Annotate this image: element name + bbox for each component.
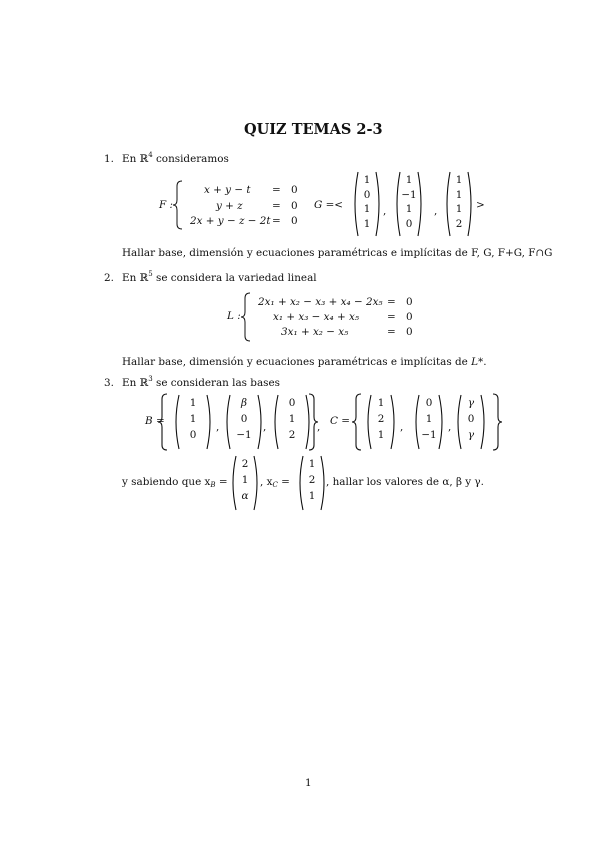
- G-vector-3-entry-4: 2: [455, 217, 463, 230]
- q3-sub-C: C: [272, 481, 278, 489]
- C-vector-3-entry-3: γ: [467, 429, 475, 441]
- C-vector-3-entry-1: γ: [467, 397, 475, 409]
- q1-number: 1.: [104, 153, 114, 165]
- q2-task-text: Hallar base, dimensión y ecuaciones paramétricas e implícitas de: [122, 356, 472, 368]
- B-vector-1-entry-1: 1: [189, 397, 197, 409]
- xB-vector: [230, 455, 260, 511]
- B-sep: ,: [317, 421, 321, 433]
- C-vector-3-entry-2: 0: [467, 413, 475, 425]
- G-label: G =<: [314, 199, 344, 211]
- G-vector-3-entry-3: 1: [455, 203, 463, 215]
- xC-vector: [297, 455, 327, 511]
- G-vector-2-entry-4: 0: [405, 217, 413, 230]
- B-vector-2: [224, 394, 267, 450]
- xC-vector-entry-3: 1: [308, 490, 316, 502]
- B-vector-2-entry-3: −1: [236, 429, 252, 441]
- F-label: F :: [159, 199, 174, 211]
- G-vector-3: [444, 171, 474, 237]
- G-vector-1-entry-1: 1: [363, 174, 371, 186]
- G-close: >: [476, 199, 485, 211]
- q3-number: 3.: [104, 377, 114, 389]
- G-vector-1: [352, 171, 382, 237]
- L-row-1-rhs: 0: [406, 296, 413, 308]
- C-vector-2-entry-1: 0: [425, 397, 433, 409]
- G-comma-2: ,: [434, 205, 438, 217]
- q1-task-text: Hallar base, dimensión y ecuaciones paramétricas e implícitas de F, G, F+G, F∩G: [122, 247, 553, 259]
- q2-intro: [122, 272, 317, 284]
- B-vector-3: [272, 394, 312, 450]
- G-vector-3-entry-2: 1: [455, 188, 463, 201]
- q3-text-eq: =: [215, 476, 228, 488]
- B-vector-2-entry-1: β: [240, 397, 247, 409]
- C-comma-2: ,: [448, 421, 452, 433]
- F-row-2-lhs: y + z: [216, 200, 243, 212]
- B-label: B =: [145, 415, 165, 427]
- q1-intro: [122, 153, 229, 165]
- G-vector-3-entry-1: 1: [455, 174, 463, 186]
- G-vector-2-entry-1: 1: [405, 174, 413, 186]
- C-vector-1: [365, 394, 397, 450]
- L-row-1-lhs: 2x₁ + x₂ − x₃ + x₄ − 2x₅: [258, 296, 383, 308]
- xB-vector-entry-3: α: [241, 490, 249, 502]
- C-left-brace: [352, 393, 362, 451]
- B-comma-1: ,: [216, 421, 220, 433]
- B-vector-3-entry-2: 1: [288, 413, 296, 425]
- C-right-brace: [492, 393, 502, 451]
- q3-dim: 3: [148, 375, 153, 383]
- C-vector-1-entry-2: 2: [377, 413, 385, 425]
- xC-vector-entry-2: 2: [308, 474, 316, 486]
- q1-task: [122, 247, 552, 259]
- L-row-3-eq: =: [387, 326, 396, 338]
- C-vector-1-entry-1: 1: [377, 397, 385, 409]
- q3-intro: [122, 377, 280, 389]
- L-row-3-rhs: 0: [406, 326, 413, 338]
- q1-intro-post: consideramos: [152, 153, 229, 165]
- G-vector-2-entry-2: −1: [401, 188, 417, 201]
- G-vector-1-entry-3: 1: [363, 203, 371, 215]
- G-comma-1: ,: [383, 205, 387, 217]
- C-vector-3: [455, 394, 487, 450]
- q2-dim: 5: [148, 270, 153, 278]
- q3-text-2: , x: [260, 476, 273, 488]
- L-row-2-lhs: x₁ + x₃ − x₄ + x₅: [273, 311, 360, 323]
- G-vector-1-entry-2: 0: [363, 188, 371, 201]
- q2-intro-post: se considera la variedad lineal: [152, 272, 317, 284]
- G-vector-2: [394, 171, 424, 237]
- L-row-2-eq: =: [387, 311, 396, 323]
- G-vector-2-entry-3: 1: [405, 203, 413, 215]
- xB-vector-entry-1: 2: [241, 458, 249, 470]
- L-label: L :: [227, 310, 241, 322]
- q3-intro-post: se consideran las bases: [152, 377, 280, 389]
- q2-task-math: L*: [471, 356, 484, 368]
- B-right-brace: [308, 393, 321, 451]
- B-vector-3-entry-3: 2: [288, 429, 296, 441]
- q3-task-mid: [260, 476, 290, 488]
- C-label: C =: [330, 415, 350, 427]
- q3-task: [122, 476, 228, 488]
- L-brace: [240, 292, 252, 342]
- q3-text-1: y sabiendo que x: [122, 476, 211, 488]
- F-row-1-eq: =: [272, 184, 281, 196]
- F-row-3-lhs: 2x + y − z − 2t: [190, 215, 271, 227]
- xC-vector-entry-1: 1: [308, 458, 316, 470]
- q3-text-eq-2: =: [277, 476, 290, 488]
- xB-vector-entry-2: 1: [241, 474, 249, 486]
- q2-intro-pre: En ℝ: [122, 272, 149, 284]
- B-vector-1: [173, 394, 213, 450]
- B-vector-1-entry-2: 1: [189, 413, 197, 425]
- C-vector-2-entry-3: −1: [421, 429, 437, 441]
- quiz-title: QUIZ TEMAS 2-3: [244, 121, 383, 138]
- F-row-2-rhs: 0: [291, 200, 298, 212]
- F-row-3-rhs: 0: [291, 215, 298, 227]
- F-row-3-eq: =: [272, 215, 281, 227]
- q2-task-end: .: [483, 356, 487, 368]
- q1-dim: 4: [148, 151, 153, 159]
- q1-intro-pre: En ℝ: [122, 153, 149, 165]
- B-vector-3-entry-1: 0: [288, 397, 296, 409]
- C-vector-2-entry-2: 1: [425, 413, 433, 425]
- C-comma-1: ,: [400, 421, 404, 433]
- B-left-brace: [158, 393, 168, 451]
- F-row-1-lhs: x + y − t: [204, 184, 251, 196]
- q3-task-end: , hallar los valores de α, β y γ.: [326, 476, 484, 488]
- q3-sub-B: B: [210, 481, 216, 489]
- q3-intro-pre: En ℝ: [122, 377, 149, 389]
- q2-number: 2.: [104, 272, 114, 284]
- C-vector-1-entry-3: 1: [377, 429, 385, 441]
- F-brace: [172, 180, 184, 230]
- B-comma-2: ,: [263, 421, 267, 433]
- page-number: 1: [305, 777, 312, 789]
- C-vector-2: [413, 394, 445, 450]
- L-row-1-eq: =: [387, 296, 396, 308]
- L-row-3-lhs: 3x₁ + x₂ − x₅: [281, 326, 349, 338]
- B-vector-1-entry-3: 0: [189, 429, 197, 441]
- L-row-2-rhs: 0: [406, 311, 413, 323]
- G-vector-1-entry-4: 1: [363, 217, 371, 230]
- F-row-2-eq: =: [272, 200, 281, 212]
- F-row-1-rhs: 0: [291, 184, 298, 196]
- q2-task: [122, 356, 487, 368]
- B-vector-2-entry-2: 0: [240, 413, 248, 425]
